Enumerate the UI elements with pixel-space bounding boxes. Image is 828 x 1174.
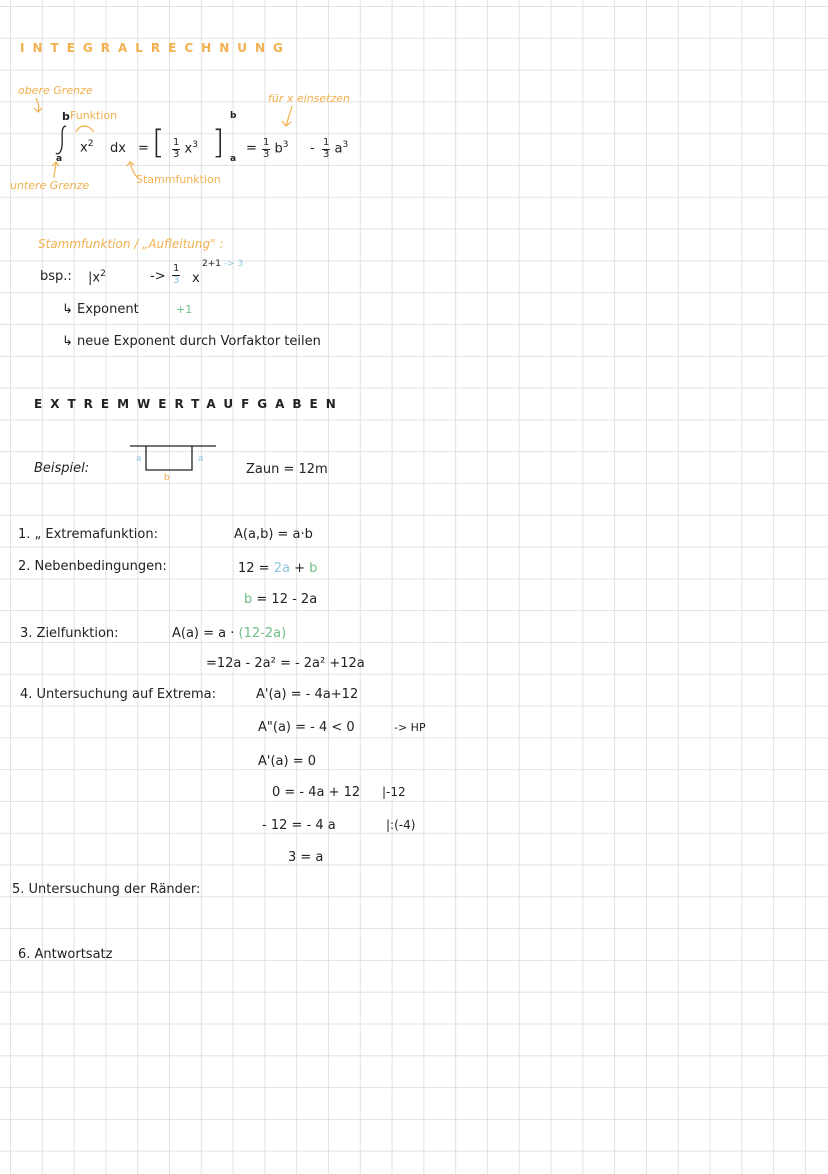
example-result-x: x — [192, 271, 200, 286]
extremwert-heading: EXTREMWERTAUFGABEN — [34, 397, 344, 411]
step4-equation1: 0 = - 4a + 12 — [272, 785, 361, 800]
step2-constraint: 12 = 2a + b — [238, 561, 318, 576]
lower-bound-label: untere Grenze — [10, 179, 90, 192]
step4-first-derivative: A'(a) = - 4a+12 — [256, 687, 359, 702]
example-term: $|x^2$ — [88, 269, 106, 286]
step6-label: 6. Antwortsatz — [18, 947, 113, 962]
step4-equation2: - 12 = - 4 a — [262, 818, 336, 833]
step3-label: 3. Zielfunktion: — [20, 626, 119, 641]
function-bracket-icon — [74, 122, 98, 136]
step2-label: 2. Nebenbedingungen: — [18, 559, 167, 574]
upper-bound-label: obere Grenze — [18, 84, 93, 97]
left-bracket: [ — [152, 123, 165, 161]
step4-result: 3 = a — [288, 850, 324, 865]
bracket-upper-limit: b — [230, 111, 237, 121]
minus-sign: - — [310, 141, 315, 156]
equals-sign-1: = — [138, 141, 149, 156]
fence-length: Zaun = 12m — [246, 462, 328, 477]
step2-solved: b = 12 - 2a — [244, 592, 318, 607]
example-label: bsp.: — [40, 269, 72, 284]
example-result-exp: 2+1 -> 3 — [202, 259, 244, 269]
example-label-beispiel: Beispiel: — [34, 461, 90, 476]
function-label: Funktion — [70, 109, 118, 122]
step4-hp: -> HP — [394, 721, 426, 734]
evaluated-a-term: $\frac{1}{3}$ $a^3$ — [323, 137, 349, 160]
integral-sign-icon — [54, 124, 74, 158]
lower-bound-arrow-icon — [44, 160, 64, 180]
step3-formula: A(a) = a · (12-2a) — [172, 626, 287, 641]
step4-zero: A'(a) = 0 — [258, 754, 317, 769]
step4-operation1: |-12 — [382, 785, 406, 799]
rule-step-exponent-value: +1 — [176, 303, 193, 316]
step1-label: 1. „ Extremafunktion: — [18, 527, 158, 542]
sketch-side-a-left: a — [136, 454, 142, 464]
integrand-x: $x^2$ — [80, 139, 94, 156]
integral-lower-limit: a — [56, 154, 63, 164]
integral-heading: INTEGRALRECHNUNG — [20, 41, 291, 55]
upper-bound-arrow-icon — [30, 98, 50, 118]
insert-arrow-icon — [280, 106, 300, 132]
dx-term: dx — [110, 141, 126, 156]
sketch-side-a-right: a — [198, 454, 204, 464]
step5-label: 5. Untersuchung der Ränder: — [12, 882, 201, 897]
equals-sign-2: = — [246, 141, 257, 156]
antiderivative-rule-title: Stammfunktion / „Aufleitung" : — [38, 237, 224, 251]
step4-operation2: |:(-4) — [386, 818, 416, 832]
step4-label: 4. Untersuchung auf Extrema: — [20, 687, 216, 702]
integral-upper-limit: b — [62, 110, 70, 123]
evaluated-b-term: $\frac{1}{3}$ $b^3$ — [263, 137, 289, 160]
example-arrow: -> — [150, 269, 166, 284]
right-bracket: ] — [212, 123, 225, 161]
insert-x-label: für x einsetzen — [268, 92, 350, 105]
rule-step-divide: ↳ neue Exponent durch Vorfaktor teilen — [62, 334, 321, 349]
step3-expanded: =12a - 2a² = - 2a² +12a — [206, 656, 365, 671]
example-fraction: $\frac{1}{3}$ — [173, 263, 180, 286]
step1-formula: A(a,b) = a·b — [234, 527, 313, 542]
sketch-side-b: b — [164, 473, 170, 483]
antiderivative-label: Stammfunktion — [136, 173, 221, 186]
step4-second-derivative: A"(a) = - 4 < 0 — [258, 720, 355, 735]
bracket-lower-limit: a — [230, 154, 237, 164]
antiderivative-fraction: $\frac{1}{3}$ $x^3$ — [173, 137, 198, 160]
rule-step-exponent: ↳ Exponent — [62, 302, 139, 317]
